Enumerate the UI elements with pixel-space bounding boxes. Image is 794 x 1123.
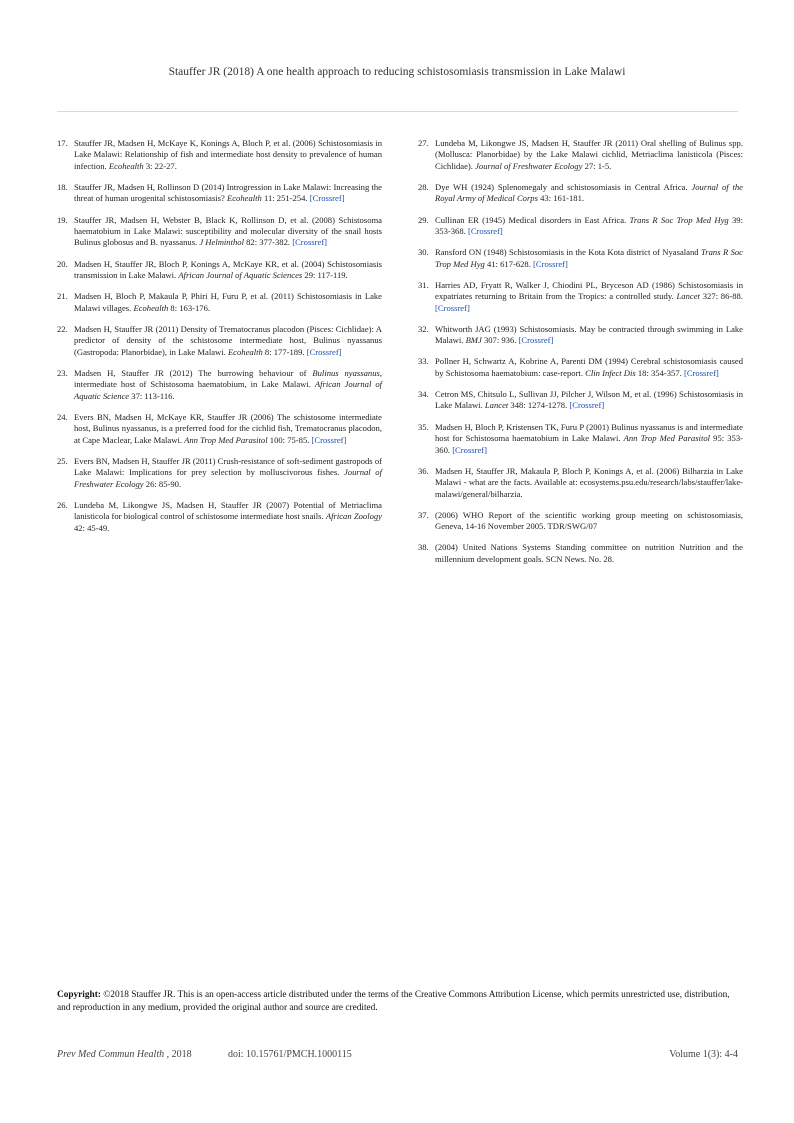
reference-text: Stauffer JR, Madsen H, Webster B, Black K, Rollinson D, et al. (2008) Schistosoma haematobium in Lake Malawi: susceptibility and molecular diversity of the snail hosts Bulinus globosus and B. nyassanus. [74,214,382,248]
reference-number: 29. [418,214,429,225]
reference-number: 30. [418,247,429,258]
footer-journal-name: Prev Med Commun Health [57,1049,165,1060]
reference-item [57,291,382,314]
reference-item [57,138,382,172]
copyright-label: Copyright: [57,990,101,1000]
reference-text: 82: 377-382. [243,237,293,248]
reference-number: 34. [418,389,429,400]
reference-text: Evers BN, Madsen H, Stauffer JR (2011) Crush-resistance of soft-sediment gastropods of Lake Malawi: Implications for prey selection by molluscivorous fishes. [74,455,382,478]
reference-number: 32. [418,323,429,334]
journal-title: J Helminthol [199,237,244,248]
reference-text: Harries AD, Fryatt R, Walker J, Chiodini PL, Bryceson AD (1986) Schistosomiasis in expatriates returning to Britain from the Tropics: a controlled study. [435,279,743,302]
reference-text: Ransford ON (1948) Schistosomiasis in the Kota Kota district of Nyasaland [435,247,701,258]
journal-title: African Zoology [325,511,382,522]
reference-text: Evers BN, Madsen H, McKaye KR, Stauffer JR (2006) The schistosome intermediate host, Bulinus nyassanus, is a preferred food for the cichlid fish, Trematocranus placodon, at Cape Maclear, Lake Malawi. [74,411,382,445]
reference-text: Lundeba M, Likongwe JS, Madsen H, Stauffer JR (2007) Potential of Metriaclima lanisticola for biological control of schistosome intermediate host snails. [74,499,382,522]
reference-text: 11: 251-254. [261,193,310,204]
reference-item [418,542,743,565]
reference-number: 19. [57,214,68,225]
footer-volume: Volume 1(3): 4-4 [669,1049,738,1060]
reference-text: Cetron MS, Chitsulo L, Sullivan JJ, Pilcher J, Wilson M, et al. (1996) Schistosomiasis in Lake Malawi. [435,389,743,411]
journal-title: Journal of the Royal Army of Medical Corps [435,182,743,204]
reference-item [418,247,743,270]
journal-title: Ecohealth [133,302,169,313]
crossref-link[interactable]: [Crossref] [569,400,605,411]
reference-item [57,412,382,446]
reference-column-right [418,138,743,575]
reference-text: 27: 1-5. [582,160,612,171]
reference-item [418,215,743,238]
copyright-notice [57,989,738,1015]
reference-text: 39: 353-368. [435,214,743,237]
reference-number: 27. [418,138,429,148]
journal-title: Ecohealth [108,160,144,171]
journal-title: Bulinus nyassanus [312,367,380,378]
journal-title: Lancet [676,291,700,302]
reference-text: Madsen H, Stauffer JR (2011) Density of Trematocranus placodon (Pisces: Cichlidae): A predictor of density of the schistosome intermediate host, Bulinus nyassanus (Gastropoda: Planorbidae), in Lake Malawi. [74,323,382,357]
journal-title: Journal of Freshwater Ecology [74,467,382,489]
journal-title: Clin Infect Dis [585,367,636,378]
reference-item [418,182,743,205]
reference-item [57,182,382,205]
reference-text: 100: 75-85. [267,434,312,445]
reference-text: Madsen H, Bloch P, Makaula P, Phiri H, Furu P, et al. (2011) Schistosomiasis in Lake Malawi villages. [74,291,382,313]
reference-text: 8: 177-189. [262,346,307,357]
reference-text: 37: 113-116. [129,390,175,401]
journal-title: Ecohealth [226,193,262,204]
reference-text: Cullinan ER (1945) Medical disorders in East Africa. [435,214,630,225]
reference-item [57,456,382,490]
reference-number: 38. [418,542,429,553]
reference-text: 307: 936. [481,335,519,346]
reference-number: 37. [418,509,429,520]
reference-text: 41: 617-628. [484,258,534,269]
crossref-link[interactable]: [Crossref] [435,302,470,313]
reference-text: (2004) United Nations Systems Standing committee on nutrition Nutrition and the millennium development goals. SCN News. No. 28. [435,542,743,564]
reference-number: 21. [57,291,68,302]
crossref-link[interactable]: [Crossref] [452,444,488,455]
reference-text: Madsen H, Stauffer JR, Bloch P, Konings A, McKaye KR, et al. (2004) Schistosomiasis transmission in Lake Malawi. [74,258,382,281]
crossref-link[interactable]: [Crossref] [518,335,554,346]
reference-text: Stauffer JR, Madsen H, McKaye K, Konings A, Bloch P, et al. (2006) Schistosomiasis in Lake Malawi: Relationship of fish and intermediate host density to prevalence of human infection. [74,138,382,171]
reference-item [57,324,382,358]
reference-number: 35. [418,421,429,432]
reference-item [57,215,382,249]
reference-text: 3: 22-27. [143,160,177,171]
reference-text: 95: 353-360. [435,433,743,455]
reference-number: 22. [57,323,68,334]
header-divider [57,111,738,112]
reference-text: Madsen H, Stauffer JR (2012) The burrowing behaviour of [74,367,313,378]
reference-text: Whitworth JAG (1993) Schistosomiasis. May be contracted through swimming in Lake Malawi. [435,323,743,346]
reference-number: 24. [57,411,68,422]
footer-year: , 2018 [164,1049,192,1060]
crossref-link[interactable]: [Crossref] [533,258,568,269]
reference-item [418,280,743,314]
reference-number: 25. [57,455,68,466]
footer-journal [57,1049,192,1060]
reference-item [418,510,743,533]
reference-number: 28. [418,182,429,193]
reference-text: Lundeba M, Likongwe JS, Madsen H, Stauffer JR (2011) Oral shelling of Bulinus spp. (Mollusca: Planorbidae) by the Lake Malawi cichlid, Metriaclima lanisticola (Pisces: Cichlidae). [435,138,743,171]
reference-text: Madsen H, Bloch P, Kristensen TK, Furu P (2001) Bulinus nyassanus is and intermediate host for Schistosoma haematobium in Lake Malawi. [435,421,743,444]
reference-text: Dye WH (1924) Splenomegaly and schistosomiasis in Central Africa. [435,182,692,193]
reference-text: Madsen H, Stauffer JR, Makaula P, Bloch P, Konings A, et al. (2006) Bilharzia in Lake Malawi - what are the facts. Available at: ecosystems.psu.edu/research/labs/stauffer/lake-malawi/general/bilharzia. [435,465,743,499]
crossref-link[interactable]: [Crossref] [292,237,328,248]
reference-item [418,138,743,172]
reference-text: , intermediate host of Schistosoma haematobium, in Lake Malawi. [74,367,383,390]
reference-item [418,422,743,456]
reference-number: 17. [57,138,68,148]
journal-title: Trans R Soc Trop Med Hyg [435,247,744,269]
reference-text: Stauffer JR, Madsen H, Rollinson D (2014) Introgression in Lake Malawi: Increasing the threat of human urogenital schistosomiasis? [74,182,382,204]
reference-number: 18. [57,182,68,193]
reference-text: 29: 117-119. [302,270,348,281]
reference-column-left [57,138,382,544]
copyright-text: ©2018 Stauffer JR. This is an open-access article distributed under the terms of the Creative Commons Attribution License, which permits unrestricted use, distribution, and reproduction in any medium, provided the original author and source are credited. [57,990,730,1013]
reference-text: 43: 161-181. [537,193,585,204]
journal-title: Trans R Soc Trop Med Hyg [629,214,729,225]
running-head: Stauffer JR (2018) A one health approach to reducing schistosomiasis transmission in Lake Malawi [168,66,626,78]
reference-item [418,389,743,412]
journal-title: Ecohealth [227,346,263,357]
journal-title: Lancet [484,400,509,411]
crossref-link[interactable]: [Crossref] [309,193,345,204]
journal-title: Ann Trop Med Parasitol [623,433,711,444]
reference-number: 26. [57,499,68,510]
reference-text: (2006) WHO Report of the scientific working group meeting on schistosomiasis, Geneva, 14-16 November 2005. TDR/SWG/07 [435,509,743,532]
reference-text: 348: 1274-1278. [508,400,570,411]
reference-item [57,259,382,282]
reference-item [57,368,382,402]
reference-text: 18: 354-357. [635,367,684,378]
footer-doi: doi: 10.15761/PMCH.1000115 [228,1049,352,1060]
crossref-link[interactable]: [Crossref] [311,434,347,445]
reference-text: 327: 86-88. [699,291,743,302]
reference-number: 23. [57,367,68,378]
crossref-link[interactable]: [Crossref] [683,367,719,378]
reference-number: 20. [57,258,68,269]
journal-title: African Journal of Aquatic Science [74,379,383,401]
journal-title: BMJ [465,335,482,346]
reference-text: Pollner H, Schwartz A, Kobrine A, Parenti DM (1994) Cerebral schistosomiasis caused by Schistosoma haematobium: case-report. [435,356,743,378]
reference-item [418,324,743,347]
reference-number: 36. [418,465,429,476]
crossref-link[interactable]: [Crossref] [467,226,503,237]
journal-title: African Journal of Aquatic Sciences [178,270,303,281]
journal-title: Ann Trop Med Parasitol [184,434,268,445]
reference-item [418,466,743,500]
reference-text: 8: 163-176. [168,302,211,313]
reference-number: 33. [418,356,429,367]
crossref-link[interactable]: [Crossref] [306,346,342,357]
reference-text: 26: 85-90. [143,478,182,489]
reference-text: 42: 45-49. [74,522,110,533]
journal-title: Journal of Freshwater Ecology [475,160,583,171]
reference-item [57,500,382,534]
reference-item [418,356,743,379]
reference-number: 31. [418,279,429,290]
